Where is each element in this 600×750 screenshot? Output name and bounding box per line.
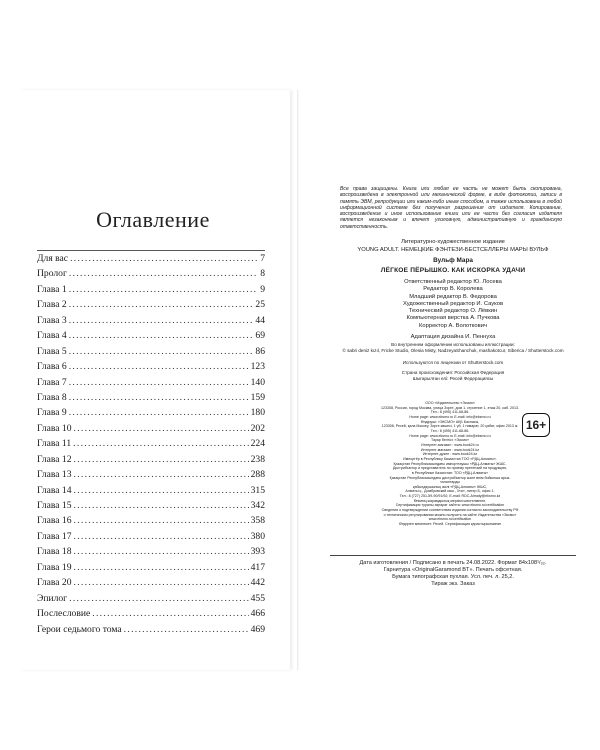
toc-leader-dots (74, 560, 249, 575)
toc-leader-dots (74, 421, 249, 436)
toc-entry (37, 313, 265, 328)
toc-entry-page: 342 (250, 500, 265, 511)
staff-line: Художественный редактор И. Сауков (402, 300, 504, 307)
toc-leader-dots (124, 622, 249, 637)
toc-entry-label: Эпилог (37, 592, 68, 604)
age-rating-badge: 16+ (522, 413, 550, 437)
toc-entry-page: 417 (250, 561, 265, 573)
toc-leader-dots (74, 452, 249, 467)
toc-entry-label: Для вас (37, 253, 69, 264)
toc-entry-page: 224 (250, 438, 265, 450)
toc-entry (37, 390, 265, 405)
toc-entry-label: Глава 15 (37, 500, 72, 511)
toc-entry (37, 560, 265, 575)
toc-entry-page: 180 (250, 407, 265, 419)
publisher-line: Өндіруші: «ЭКСМО» АҚБ Баспасы, (420, 419, 480, 424)
publisher-line: Home page: www.eksmo.ru E-mail: info@eksmo.ru (409, 433, 491, 438)
toc-entry-label: Глава 9 (37, 407, 67, 419)
toc-leader-dots (70, 251, 258, 266)
toc-leader-dots (74, 575, 249, 590)
toc-entry-page: 86 (255, 345, 265, 357)
toc-entry-label: Послесловие (37, 608, 91, 620)
illustrations-intro: Во внутреннем оформлении использованы иллюстрации: (391, 342, 515, 347)
genre: Литературно-художественное издание (401, 239, 505, 245)
toc-entry-label: Глава 12 (37, 453, 72, 465)
toc-entry (37, 513, 265, 528)
publisher-line: Тел.: 8 (495) 411-68-86. (430, 410, 470, 415)
toc-entry (37, 575, 265, 590)
publisher-line: 123308, Ресей, қала Мәскеу, Зорге көшесі, 1 үй, 1 ғимарат, 20 қабат, офис 2013 ж. (381, 424, 519, 429)
toc-leader-dots (69, 328, 254, 343)
toc-entry-label: Глава 13 (37, 469, 72, 481)
toc-leader-dots (69, 297, 254, 312)
publisher-line: в Республике Казахстан: ТОО «РДЦ-Алматы» (411, 470, 489, 475)
staff-line: Редактор В. Королева (423, 286, 483, 293)
publisher-line: Тауар белгісі: «Эксмо» (431, 438, 469, 443)
publisher-line: www.eksmo.ru/certification (428, 517, 472, 522)
toc-entry-label: Глава 2 (37, 299, 67, 311)
toc-entry (37, 452, 265, 467)
illustrations-credits: © sabri deniz kızıl, Fricke Studio, Olesia Misty, NadzeyaShanchuk, mashakotcur, Siberica / Shutterstock.com (342, 348, 564, 353)
toc-entry-page: 44 (255, 314, 265, 326)
series: YOUNG ADULT. НЕМЕЦКИЕ ФЭНТЕЗИ-БЕСТСЕЛЛЕРЫ МАРЫ ВУЛЬФ (357, 247, 549, 253)
toc-leader-dots (74, 483, 249, 498)
toc-leader-dots (92, 606, 248, 621)
design-credit: Адаптация дизайна И. Пеннуха (410, 334, 496, 340)
toc-entry-label: Глава 4 (37, 330, 67, 342)
toc-entry-label: Глава 14 (37, 484, 72, 496)
toc-entry-page: 393 (250, 546, 265, 558)
toc-entry (37, 483, 265, 498)
toc-entry-page: 8 (260, 268, 265, 280)
publisher-line: Өндірген мемлекет: Ресей. Сертификация қарастырылмаған (399, 522, 501, 527)
toc-entry-page: 380 (250, 530, 265, 542)
publisher-line: 123308, Россия, город Москва, улица Зорге, дом 1, строение 1, этаж 20, каб. 2013. (381, 405, 519, 410)
print-info-line: Бумага типографская пухлая. Усл. печ. л. 25,2. (392, 574, 514, 580)
toc-entry-page: 140 (250, 376, 265, 388)
toc-entry (37, 328, 265, 343)
publisher-line: Тел.: 8 (495) 411-68-86. (430, 428, 470, 433)
toc-leader-dots (74, 467, 249, 482)
publisher-line: Тел.: 8 (727) 251-59-90/91/92; E-mail: RDC-Almaty@eksmo.kz (399, 494, 501, 499)
toc-entry-label: Глава 6 (37, 361, 67, 373)
toc-entry (37, 606, 265, 621)
toc-entry-label: Глава 5 (37, 345, 67, 357)
publisher-line: Өнімнің жарамдылық мерзімі шектелмеген. (413, 498, 487, 503)
publisher-line: Сертификация туралы ақпарат сайтта: www.eksmo.ru/certification (395, 503, 505, 508)
publisher-info (380, 401, 520, 527)
toc-entry-label: Глава 11 (37, 438, 72, 450)
toc-leader-dots (69, 591, 248, 606)
origin-ru: Страна происхождения: Российская Федерация (401, 370, 505, 375)
publisher-line: Home page: www.eksmo.ru E-mail: info@eksmo.ru (409, 414, 491, 419)
toc-leader-dots (69, 313, 254, 328)
toc-list (37, 250, 265, 637)
divider (330, 555, 576, 556)
origin-kz: Шығарылған елі: Ресей Федерациясы (412, 376, 494, 381)
toc-entry (37, 529, 265, 544)
toc-entry-page: 466 (250, 608, 265, 620)
toc-entry-label: Глава 10 (37, 422, 72, 434)
print-info-line: Гарнитура «OriginalGaramond BT». Печать офсетная. (383, 567, 523, 573)
toc-entry (37, 359, 265, 374)
toc-leader-dots (74, 544, 249, 559)
toc-entry (37, 282, 265, 297)
toc-entry (37, 375, 265, 390)
toc-entry-page: 123 (250, 361, 265, 373)
publisher-line: Дистрибьютор и представитель по приему претензий на продукцию, (392, 466, 508, 471)
publisher-line: Импортёр в Республику Казахстан ТОО «РДЦ-Алматы». (403, 456, 497, 461)
publisher-line: Алматы қ., Домбровский көш., 3«а», литер Б, офис 1. (405, 489, 495, 494)
toc-entry (37, 297, 265, 312)
toc-title: Оглавление (96, 207, 210, 232)
toc-entry-page: 315 (250, 484, 265, 496)
print-info (330, 560, 576, 588)
publisher-line: Интернет-магазин : www.book24.kz (420, 447, 480, 452)
staff-line: Ответственный редактор Ю. Лосева (404, 279, 502, 285)
toc-leader-dots (73, 436, 248, 451)
toc-entry-label: Глава 3 (37, 314, 67, 326)
staff-list (330, 279, 576, 330)
toc-leader-dots (69, 266, 258, 281)
toc-leader-dots (69, 390, 249, 405)
toc-entry-page: 442 (250, 577, 265, 589)
page-gutter (297, 90, 299, 670)
toc-entry-page: 9 (260, 283, 265, 295)
toc-entry-label: Глава 18 (37, 546, 72, 558)
toc-entry-label: Глава 8 (37, 391, 67, 403)
toc-entry (37, 544, 265, 559)
toc-entry (37, 405, 265, 420)
toc-entry-page: 358 (250, 515, 265, 527)
publisher-line: қабылдаушының өкілі «РДЦ-Алматы» ЖШС, (412, 484, 488, 489)
toc-entry (37, 436, 265, 451)
toc-entry-page: 202 (250, 422, 265, 434)
publisher-line: Қазақстан Республикасындағы импорттаушы «РДЦ-Алматы» ЖШС. (393, 461, 507, 466)
toc-entry (37, 467, 265, 482)
toc-entry-page: 238 (250, 453, 265, 465)
toc-entry-page: 288 (250, 469, 265, 481)
toc-entry-page: 7 (260, 253, 265, 264)
toc-entry-label: Глава 1 (37, 283, 67, 295)
toc-entry-label: Глава 17 (37, 530, 72, 542)
toc-entry-page: 469 (250, 623, 265, 635)
author: Вульф Мара (433, 257, 473, 264)
toc-leader-dots (74, 513, 249, 528)
toc-entry-label: Пролог (37, 268, 67, 280)
illustrations-license: Используются по лицензии от Shutterstock.com (402, 360, 504, 365)
toc-entry-label: Глава 19 (37, 561, 72, 573)
staff-line: Технический редактор О. Лёвкин (408, 308, 498, 315)
toc-leader-dots (69, 359, 249, 374)
copyright-notice: Все права защищены. Книга или любая ее часть не может быть скопирована, воспроизведена в электронной или механической форме, в виде фотокопии, записи в память ЭВМ, репродукции или каким-либо иным способом, а также использована в любой информационной системе без получения разрешения от издателя. Копирование, воспроизведение и иное использование книги или ее части без согласия издателя является незаконным и влечет уголовную, административную и гражданскую ответственность. (340, 186, 562, 230)
toc-entry-label: Глава 7 (37, 376, 67, 388)
toc-entry (37, 498, 265, 513)
publisher-line: Интернет-магазин : www.book24.ru (421, 442, 479, 447)
toc-entry (37, 251, 265, 266)
print-info-line: Дата изготовления / Подписано в печать 24.08.2022. Формат 84х108¹/₃₂. (359, 560, 547, 566)
toc-entry-page: 25 (255, 299, 265, 311)
toc-entry (37, 421, 265, 436)
toc-leader-dots (69, 282, 258, 297)
publisher-line: Интернет-дүкен : www.book24.kz (422, 452, 478, 457)
toc-leader-dots (69, 375, 249, 390)
toc-entry-label: Глава 16 (37, 515, 72, 527)
print-info-line: Тираж экз. Заказ (431, 581, 475, 587)
publisher-line: Қазақстан Республикасындағы дистрибьютор және өнім бойынша арыз-талаптарды (389, 475, 511, 485)
toc-leader-dots (74, 529, 249, 544)
toc-leader-dots (74, 498, 249, 513)
toc-entry (37, 266, 265, 281)
toc-leader-dots (69, 344, 254, 359)
staff-line: Компьютерная верстка А. Пучкова (406, 315, 500, 322)
book-title: ЛЁГКОЕ ПЁРЫШКО. КАК ИСКОРКА УДАЧИ (380, 267, 526, 274)
toc-entry-label: Глава 20 (37, 577, 72, 589)
toc-entry-page: 69 (255, 330, 265, 342)
toc-entry-label: Герои седьмого тома (37, 623, 122, 635)
toc-entry (37, 591, 265, 606)
toc-entry-page: 159 (250, 391, 265, 403)
toc-entry (37, 622, 265, 637)
toc-entry (37, 344, 265, 359)
toc-leader-dots (69, 405, 249, 420)
publisher-line: о техническом регулировании можно получить на сайте Издательства «Эксмо» (383, 512, 517, 517)
publisher-line: ООО «Издательство «Эксмо» (425, 401, 475, 405)
toc-entry-page: 455 (250, 592, 265, 604)
staff-line: Корректор А. Волоткович (419, 322, 487, 329)
staff-line: Младший редактор В. Федорова (409, 293, 497, 300)
publisher-line: Сведения о подтверждении соответствия издания согласно законодательству РФ (381, 508, 519, 513)
